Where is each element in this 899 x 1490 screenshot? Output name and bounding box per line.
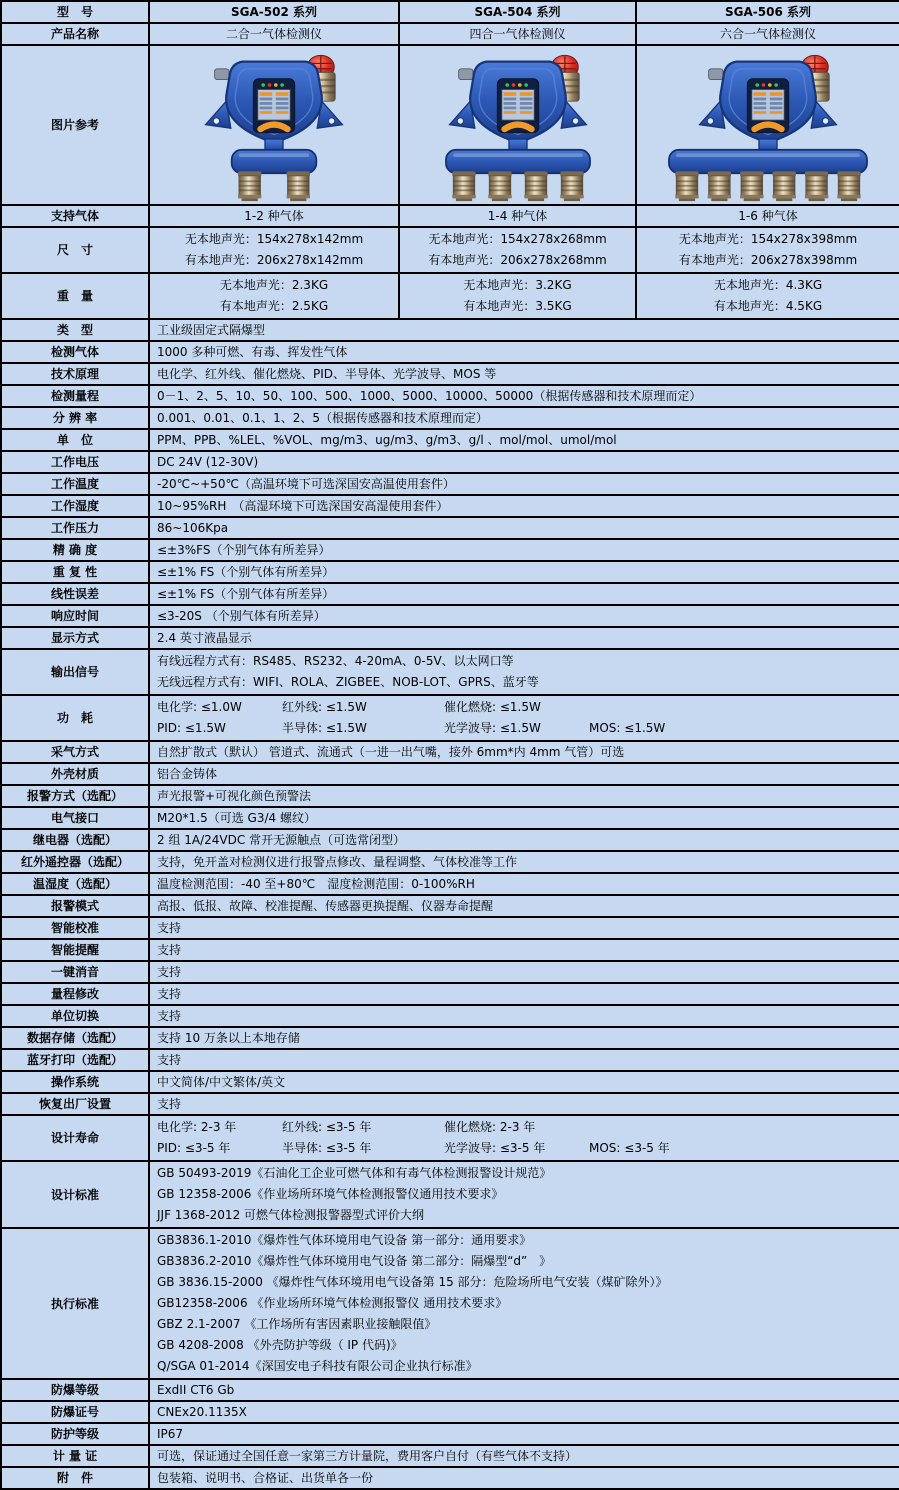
spec-grid-line [157, 718, 892, 739]
spec-value-shell-material: 铝合金铸体 [149, 763, 899, 785]
spec-row-alarm-method [1, 785, 899, 807]
spec-value-sampling: 自然扩散式（默认） 管道式、流通式（一进一出气嘴，接外 6mm*内 4mm 气管）可选 [149, 741, 899, 763]
device-image-cell [149, 45, 399, 205]
gas-label: 支持气体 [1, 205, 149, 227]
spec-grid-cell: 催化燃烧: 2-3 年 [444, 1120, 536, 1134]
spec-value-smart-calibration: 支持 [149, 917, 899, 939]
spec-row-display [1, 627, 899, 649]
spec-value-exproof-cert: CNEx20.1135X [149, 1401, 899, 1423]
spec-row-work-temp [1, 473, 899, 495]
sensor-manifold-bar [446, 149, 590, 172]
spec-value-exec-standard [149, 1228, 899, 1379]
spec-value-accuracy: ≤±3%FS（个别气体有所差异） [149, 539, 899, 561]
sensor-probe [524, 171, 547, 201]
spec-value-type: 工业级固定式隔爆型 [149, 319, 899, 341]
sensor-probe [238, 171, 261, 201]
spec-row-resolution [1, 407, 899, 429]
image-row-label: 图片参考 [1, 45, 149, 205]
spec-row-design-standard [1, 1161, 899, 1228]
spec-row-power-consumption [1, 695, 899, 741]
spec-label-principle: 技术原理 [1, 363, 149, 385]
weight-cell [636, 273, 899, 319]
spec-row-pressure [1, 517, 899, 539]
spec-label-design-life: 设计寿命 [1, 1115, 149, 1161]
spec-label-range: 检测量程 [1, 385, 149, 407]
spec-row-os [1, 1071, 899, 1093]
spec-label-resolution: 分 辨 率 [1, 407, 149, 429]
sensor-probe [805, 171, 828, 201]
spec-row-temp-humidity [1, 873, 899, 895]
spec-grid-line [157, 697, 892, 718]
spec-row-smart-reminder [1, 939, 899, 961]
device-screen [497, 78, 538, 132]
spec-row-exproof-grade [1, 1379, 899, 1401]
spec-value-line: GB 4208-2008 《外壳防护等级（ IP 代码)》 [157, 1338, 403, 1352]
spec-value-response-time: ≤3-20S （个别气体有所差异） [149, 605, 899, 627]
spec-label-electrical-port: 电气接口 [1, 807, 149, 829]
row-product [1, 23, 899, 45]
spec-grid-cell: 催化燃烧: ≤1.5W [444, 700, 541, 714]
weight-cell [149, 273, 399, 319]
spec-row-output-signal [1, 649, 899, 695]
spec-label-pressure: 工作压力 [1, 517, 149, 539]
spec-grid-cell: 半导体: ≤1.5W [282, 721, 367, 735]
spec-row-range-modify [1, 983, 899, 1005]
spec-value-relay: 2 组 1A/24VDC 常开无源触点（可选常闭型） [149, 829, 899, 851]
spec-value-temp-humidity: 温度检测范围：-40 至+80℃ 湿度检测范围：0-100%RH [149, 873, 899, 895]
spec-label-work-humidity: 工作湿度 [1, 495, 149, 517]
spec-value-display: 2.4 英寸液晶显示 [149, 627, 899, 649]
spec-label-response-time: 响应时间 [1, 605, 149, 627]
spec-value-line: GB3836.1-2010《爆炸性气体环境用电气设备 第一部分：通用要求》 [157, 1233, 532, 1247]
spec-value-accessories: 包装箱、说明书、合格证、出货单各一份 [149, 1467, 899, 1489]
weight-value-line: 无本地声光：4.3KG [713, 278, 823, 292]
spec-row-alarm-modes [1, 895, 899, 917]
row-size [1, 227, 899, 273]
spec-value-os: 中文简体/中文繁体/英文 [149, 1071, 899, 1093]
spec-label-exproof-cert: 防爆证号 [1, 1401, 149, 1423]
size-label: 尺 寸 [1, 227, 149, 273]
spec-row-range [1, 385, 899, 407]
weight-label: 重 量 [1, 273, 149, 319]
spec-value-line: Q/SGA 01-2014《深国安电子科技有限公司企业执行标准》 [157, 1359, 478, 1373]
weight-value-line: 有本地声光：3.5KG [463, 299, 572, 313]
spec-value-electrical-port: M20*1.5（可选 G3/4 螺纹） [149, 807, 899, 829]
row-model [1, 1, 899, 23]
spec-row-relay [1, 829, 899, 851]
size-cell [636, 227, 899, 273]
sga-504-device-photo [410, 49, 626, 202]
spec-row-unit [1, 429, 899, 451]
spec-row-one-key-mute [1, 961, 899, 983]
spec-label-factory-reset: 恢复出厂设置 [1, 1093, 149, 1115]
spec-label-bt-print: 蓝牙打印（选配） [1, 1049, 149, 1071]
spec-grid-cell-empty [589, 697, 892, 718]
spec-label-smart-calibration: 智能校准 [1, 917, 149, 939]
spec-label-one-key-mute: 一键消音 [1, 961, 149, 983]
spec-value-design-standard [149, 1161, 899, 1228]
row-gas [1, 205, 899, 227]
sensor-probe [488, 171, 511, 201]
spec-label-accessories: 附 件 [1, 1467, 149, 1489]
gas-cell: 1-4 种气体 [399, 205, 636, 227]
spec-label-voltage: 工作电压 [1, 451, 149, 473]
spec-row-voltage [1, 451, 899, 473]
weight-value-line: 无本地声光：3.2KG [463, 278, 572, 292]
spec-value-design-life [149, 1115, 899, 1161]
spec-grid-cell: PID: ≤3-5 年 [157, 1141, 231, 1155]
weight-value-line: 无本地声光：2.3KG [219, 278, 329, 292]
spec-value-voltage: DC 24V (12-30V) [149, 451, 899, 473]
weight-cell [399, 273, 636, 319]
spec-label-unit-switch: 单位切换 [1, 1005, 149, 1027]
device-image-cell [636, 45, 899, 205]
spec-value-linearity: ≤±1% FS（个别气体有所差异） [149, 583, 899, 605]
device-screen [747, 78, 788, 132]
spec-label-accuracy: 精 确 度 [1, 539, 149, 561]
device-image-cell [399, 45, 636, 205]
spec-row-principle [1, 363, 899, 385]
spec-grid-cell: MOS: ≤3-5 年 [589, 1141, 670, 1155]
product-label: 产品名称 [1, 23, 149, 45]
spec-grid-cell: 红外线: ≤3-5 年 [282, 1120, 372, 1134]
product-cell: 四合一气体检测仪 [399, 23, 636, 45]
row-images [1, 45, 899, 205]
size-value-line: 有本地声光：206x278x142mm [184, 253, 364, 267]
size-value-line: 有本地声光：206x278x268mm [428, 253, 607, 267]
spec-value-pressure: 86~106Kpa [149, 517, 899, 539]
spec-row-detect-gases [1, 341, 899, 363]
sensor-probe [675, 171, 698, 201]
weight-value-line: 有本地声光：4.5KG [713, 299, 823, 313]
spec-label-exproof-grade: 防爆等级 [1, 1379, 149, 1401]
row-weight [1, 273, 899, 319]
spec-table-body [1, 1, 899, 1489]
spec-value-range-modify: 支持 [149, 983, 899, 1005]
size-value-line: 无本地声光：154x278x142mm [184, 232, 364, 246]
spec-grid-cell: PID: ≤1.5W [157, 721, 226, 735]
spec-value-detect-gases: 1000 多种可燃、有毒、挥发性气体 [149, 341, 899, 363]
spec-grid-cell: MOS: ≤1.5W [589, 721, 666, 735]
spec-value-line: JJF 1368-2012 可燃气体检测报警器型式评价大纲 [157, 1208, 425, 1222]
spec-row-repeatability [1, 561, 899, 583]
sensor-probe [837, 171, 860, 201]
spec-value-one-key-mute: 支持 [149, 961, 899, 983]
spec-value-smart-reminder: 支持 [149, 939, 899, 961]
spec-row-electrical-port [1, 807, 899, 829]
spec-value-line: GB3836.2-2010《爆炸性气体环境用电气设备 第二部分：隔爆型“d” 》 [157, 1254, 552, 1268]
spec-row-sampling [1, 741, 899, 763]
spec-value-unit-switch: 支持 [149, 1005, 899, 1027]
sensor-probe [740, 171, 763, 201]
sga-506-device-photo [660, 49, 876, 202]
spec-value-ip-grade: IP67 [149, 1423, 899, 1445]
spec-row-design-life [1, 1115, 899, 1161]
spec-value-unit: PPM、PPB、%LEL、%VOL、mg/m3、ug/m3、g/m3、g/l 、mol/mol、umol/mol [149, 429, 899, 451]
spec-row-exec-standard [1, 1228, 899, 1379]
spec-label-data-storage: 数据存储（选配） [1, 1027, 149, 1049]
spec-row-linearity [1, 583, 899, 605]
spec-row-accessories [1, 1467, 899, 1489]
spec-label-smart-reminder: 智能提醒 [1, 939, 149, 961]
spec-row-response-time [1, 605, 899, 627]
spec-label-display: 显示方式 [1, 627, 149, 649]
spec-label-linearity: 线性误差 [1, 583, 149, 605]
spec-value-work-temp: -20℃~+50℃（高温环境下可选深国安高温使用套件） [149, 473, 899, 495]
spec-row-shell-material [1, 763, 899, 785]
sensor-probe [452, 171, 475, 201]
size-value-line: 无本地声光：154x278x398mm [678, 232, 858, 246]
spec-value-line: 无线远程方式有：WIFI、ROLA、ZIGBEE、NOB-LOT、GPRS、蓝牙等 [157, 675, 539, 689]
spec-value-output-signal [149, 649, 899, 695]
spec-label-shell-material: 外壳材质 [1, 763, 149, 785]
spec-value-line: GB 50493-2019《石油化工企业可燃气体和有毒气体检测报警设计规范》 [157, 1166, 552, 1180]
spec-label-detect-gases: 检测气体 [1, 341, 149, 363]
size-cell [149, 227, 399, 273]
spec-label-range-modify: 量程修改 [1, 983, 149, 1005]
spec-label-metrology-cert: 计 量 证 [1, 1445, 149, 1467]
spec-value-factory-reset: 支持 [149, 1093, 899, 1115]
spec-grid-line [157, 1117, 892, 1138]
spec-value-work-humidity: 10~95%RH （高湿环境下可选深国安高湿使用套件） [149, 495, 899, 517]
spec-label-unit: 单 位 [1, 429, 149, 451]
size-cell [399, 227, 636, 273]
spec-value-exproof-grade: ExdII CT6 Gb [149, 1379, 899, 1401]
spec-label-power-consumption: 功 耗 [1, 695, 149, 741]
spec-value-alarm-method: 声光报警+可视化颜色预警法 [149, 785, 899, 807]
spec-grid-cell-empty [589, 1117, 892, 1138]
spec-label-alarm-method: 报警方式（选配） [1, 785, 149, 807]
spec-value-line: 有线远程方式有：RS485、RS232、4-20mA、0-5V、以太网口等 [157, 654, 514, 668]
spec-label-temp-humidity: 温湿度（选配） [1, 873, 149, 895]
device-screen [253, 78, 294, 132]
spec-grid-cell: 光学波导: ≤3-5 年 [444, 1141, 546, 1155]
spec-row-type [1, 319, 899, 341]
spec-grid-cell: 光学波导: ≤1.5W [444, 721, 541, 735]
model-name: SGA-502 系列 [149, 1, 399, 23]
spec-row-metrology-cert [1, 1445, 899, 1467]
spec-value-principle: 电化学、红外线、催化燃烧、PID、半导体、光学波导、MOS 等 [149, 363, 899, 385]
weight-value-line: 有本地声光：2.5KG [219, 299, 329, 313]
spec-label-type: 类 型 [1, 319, 149, 341]
spec-row-unit-switch [1, 1005, 899, 1027]
spec-label-ip-grade: 防护等级 [1, 1423, 149, 1445]
spec-value-data-storage: 支持 10 万条以上本地存储 [149, 1027, 899, 1049]
size-value-line: 有本地声光：206x278x398mm [678, 253, 858, 267]
spec-label-sampling: 采气方式 [1, 741, 149, 763]
spec-grid-cell: 半导体: ≤3-5 年 [282, 1141, 372, 1155]
model-row-label: 型 号 [1, 1, 149, 23]
spec-value-repeatability: ≤±1% FS（个别气体有所差异） [149, 561, 899, 583]
spec-row-exproof-cert [1, 1401, 899, 1423]
sensor-manifold-bar [669, 149, 867, 172]
gas-cell: 1-6 种气体 [636, 205, 899, 227]
spec-value-metrology-cert: 可选，保证通过全国任意一家第三方计量院，费用客户自付（有些气体不支持） [149, 1445, 899, 1467]
spec-value-resolution: 0.001、0.01、0.1、1、2、5（根据传感器和技术原理而定） [149, 407, 899, 429]
spec-value-line: GB12358-2006 《作业场所环境气体检测报警仪 通用技术要求》 [157, 1296, 508, 1310]
spec-value-line: GB 12358-2006《作业场所环境气体检测报警仪通用技术要求》 [157, 1187, 504, 1201]
spec-value-line: GB 3836.15-2000 《爆炸性气体环境用电气设备第 15 部分：危险场所电气安装（煤矿除外）》 [157, 1275, 668, 1289]
spec-label-alarm-modes: 报警模式 [1, 895, 149, 917]
spec-label-output-signal: 输出信号 [1, 649, 149, 695]
model-name: SGA-506 系列 [636, 1, 899, 23]
sensor-probe [708, 171, 731, 201]
spec-grid-cell: 电化学: ≤1.0W [157, 700, 242, 714]
spec-label-ir-remote: 红外遥控器（选配） [1, 851, 149, 873]
sensor-probe [560, 171, 583, 201]
product-cell: 六合一气体检测仪 [636, 23, 899, 45]
product-cell: 二合一气体检测仪 [149, 23, 399, 45]
spec-label-repeatability: 重 复 性 [1, 561, 149, 583]
spec-label-exec-standard: 执行标准 [1, 1228, 149, 1379]
sensor-manifold-bar [232, 149, 317, 172]
spec-value-ir-remote: 支持，免开盖对检测仪进行报警点修改、量程调整、气体校准等工作 [149, 851, 899, 873]
spec-row-data-storage [1, 1027, 899, 1049]
spec-grid-line [157, 1138, 892, 1159]
spec-label-work-temp: 工作温度 [1, 473, 149, 495]
sensor-probe [287, 171, 310, 201]
spec-grid-cell: 红外线: ≤1.5W [282, 700, 367, 714]
spec-value-bt-print: 支持 [149, 1049, 899, 1071]
spec-value-alarm-modes: 高报、低报、故障、校准提醒、传感器更换提醒、仪器寿命提醒 [149, 895, 899, 917]
spec-row-ir-remote [1, 851, 899, 873]
size-value-line: 无本地声光：154x278x268mm [428, 232, 607, 246]
gas-cell: 1-2 种气体 [149, 205, 399, 227]
spec-value-range: 0－1、2、5、10、50、100、500、1000、5000、10000、50000（根据传感器和技术原理而定） [149, 385, 899, 407]
sga-502-device-photo [166, 49, 382, 202]
model-name: SGA-504 系列 [399, 1, 636, 23]
spec-label-os: 操作系统 [1, 1071, 149, 1093]
spec-row-factory-reset [1, 1093, 899, 1115]
spec-row-bt-print [1, 1049, 899, 1071]
spec-grid-cell: 电化学: 2-3 年 [157, 1120, 237, 1134]
spec-value-line: GBZ 2.1-2007 《工作场所有害因素职业接触限值》 [157, 1317, 437, 1331]
spec-label-design-standard: 设计标准 [1, 1161, 149, 1228]
spec-label-relay: 继电器（选配） [1, 829, 149, 851]
spec-row-accuracy [1, 539, 899, 561]
sensor-probe [773, 171, 796, 201]
spec-value-power-consumption [149, 695, 899, 741]
spec-row-work-humidity [1, 495, 899, 517]
spec-row-ip-grade [1, 1423, 899, 1445]
spec-row-smart-calibration [1, 917, 899, 939]
